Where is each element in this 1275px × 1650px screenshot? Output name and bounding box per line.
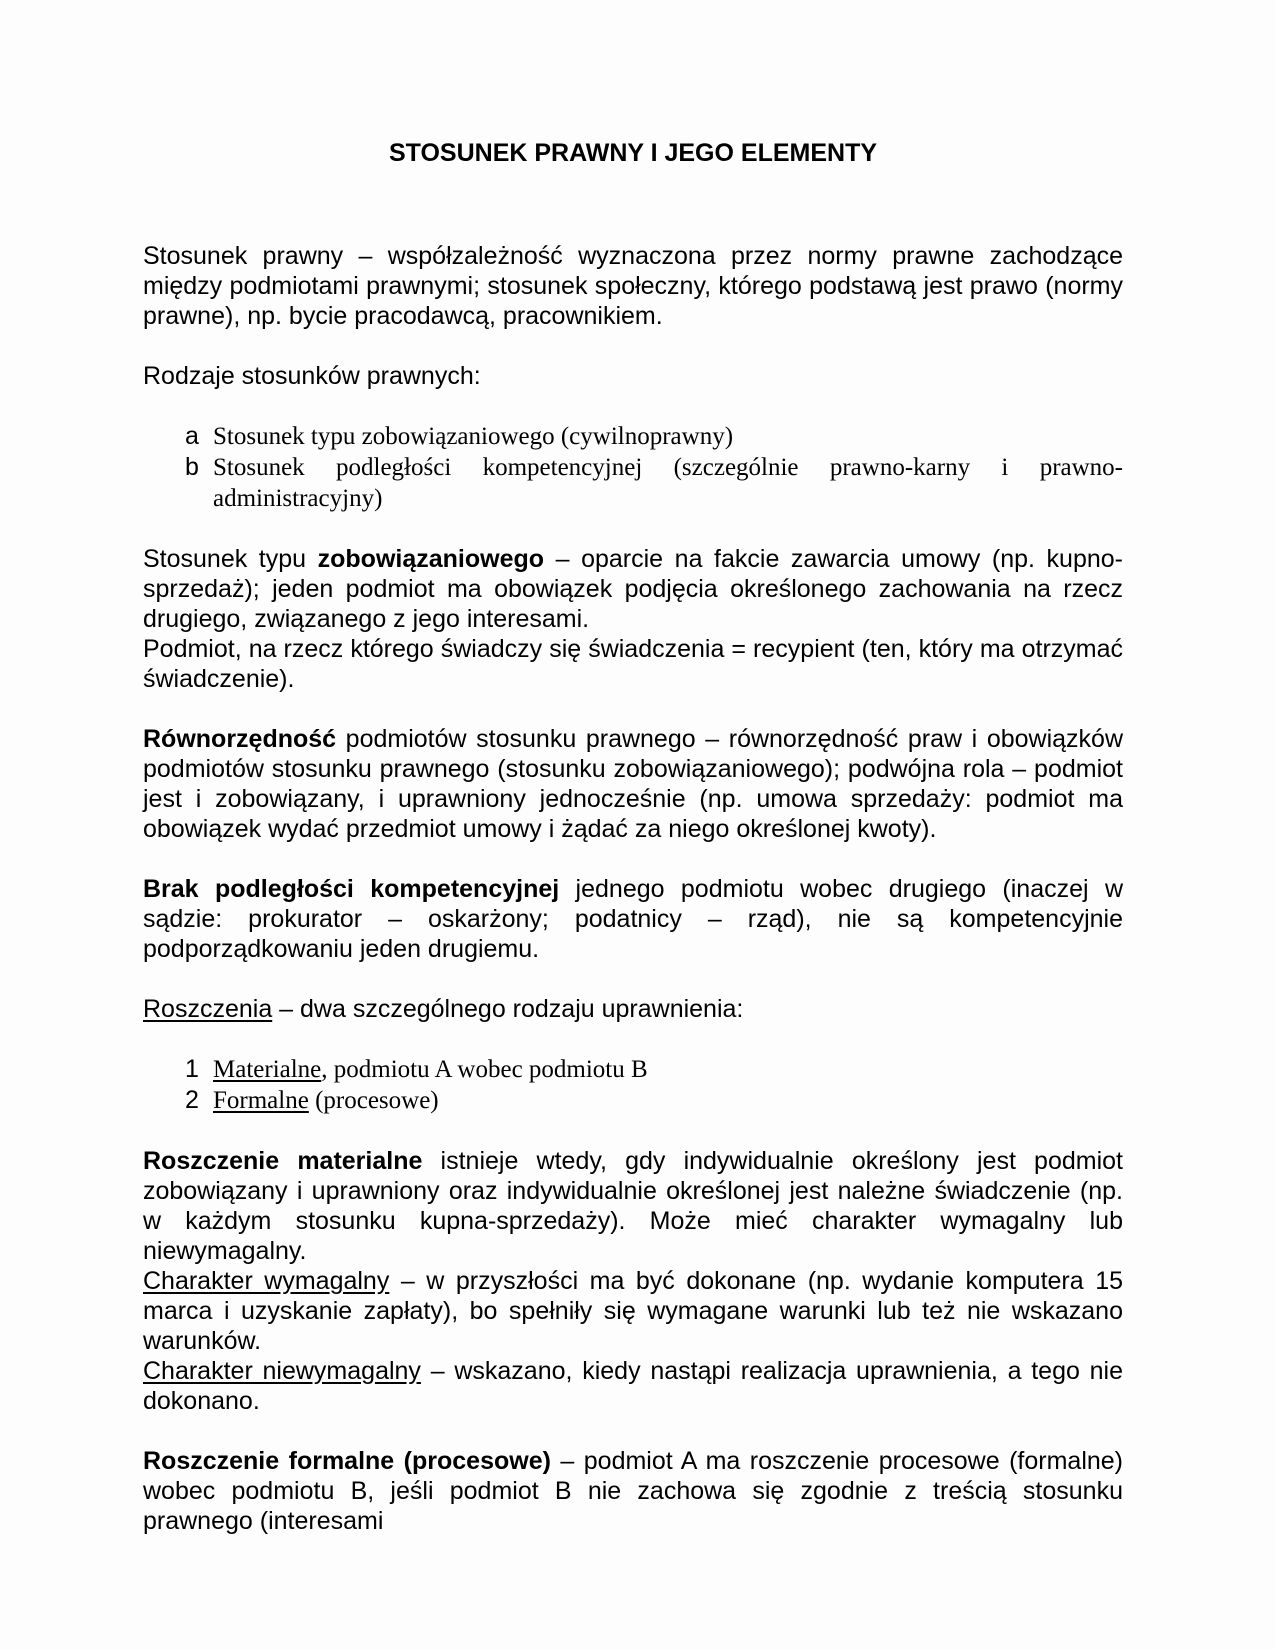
paragraph-roszczenie-materialne (143, 1146, 1123, 1266)
bold-run: zobowiązaniowego (317, 545, 545, 573)
text-run: – wskazano, kiedy nastąpi realizacja uprawnienia, a tego nie dokonano. (143, 1357, 1124, 1415)
list-rodzaje-stosunkow (143, 421, 1123, 514)
text-run: – oparcie na fakcie zawarcia umowy (np. kupno-sprzedaż); jeden podmiot ma obowiązek podjęcia określonego zachowania na rzecz drugiego, związanego z jego interesami. (143, 545, 1123, 633)
text-run: jednego podmiotu wobec drugiego (inaczej w sądzie: prokurator – oskarżony; podatnicy – rząd), nie są kompetencyjnie podporządkowaniu jeden drugiemu. (143, 875, 1123, 963)
text-run: Stosunek prawny – współzależność wyznaczona przez normy prawne zachodzące między podmiotami prawnymi; stosunek społeczny, którego podstawą jest prawo (normy prawne), np. bycie pracodawcą, pracownikiem. (143, 242, 1123, 330)
bold-run: Roszczenie formalne (procesowe) (143, 1447, 551, 1475)
paragraph-roszczenie-formalne (143, 1446, 1123, 1536)
paragraph-brak-podleglosci (143, 874, 1123, 964)
list-marker: 1 (185, 1055, 199, 1083)
underline-run: Roszczenia (143, 995, 273, 1023)
bold-run: Równorzędność (143, 725, 337, 753)
list-marker: a (185, 422, 199, 450)
paragraph-stosunek-zobowiazaniowy (143, 544, 1123, 634)
text-run: Stosunek typu (143, 545, 318, 573)
text-run: Stosunek podległości kompetencyjnej (szczególnie prawno-karny i prawno-administracyjny) (213, 454, 1123, 512)
paragraph-roszczenia-heading (143, 994, 1123, 1024)
page-title: STOSUNEK PRAWNY I JEGO ELEMENTY (388, 139, 878, 167)
list-item-2 (143, 1085, 1123, 1116)
paragraph-charakter-wymagalny (143, 1266, 1123, 1356)
text-run: istnieje wtedy, gdy indywidualnie określony jest podmiot zobowiązany i uprawniony oraz indywidualnie określonej jest należne świadczenie (np. w każdym stosunku kupna-sprzedaży). Może mieć charakter wymagalny lub niewymagalny. (143, 1147, 1123, 1265)
text-run: Podmiot, na rzecz którego świadczy się świadczenia = recypient (ten, który ma otrzymać świadczenie). (143, 635, 1123, 693)
list-item-b (143, 452, 1123, 514)
list-item-a (143, 421, 1123, 452)
underline-run: Materialne (213, 1056, 322, 1083)
paragraph-charakter-niewymagalny (143, 1356, 1123, 1416)
text-run: Rodzaje stosunków prawnych: (143, 362, 481, 390)
underline-run: Charakter wymagalny (143, 1267, 390, 1295)
text-run: (procesowe) (308, 1087, 439, 1114)
underline-run: Formalne (213, 1087, 309, 1114)
text-run: – w przyszłości ma być dokonane (np. wydanie komputera 15 marca i uzyskanie zapłaty), bo spełniły się wymagane warunki lub też nie wskazano warunków. (143, 1267, 1123, 1355)
paragraph-rownorzednosc (143, 724, 1123, 844)
text-run: – podmiot A ma roszczenie procesowe (formalne) wobec podmiotu B, jeśli podmiot B nie zachowa się zgodnie z treścią stosunku prawnego (interesami (143, 1447, 1124, 1535)
paragraph-rodzaje-heading (143, 361, 1123, 391)
underline-run: Charakter niewymagalny (143, 1357, 421, 1385)
list-marker: b (185, 453, 199, 481)
text-run: podmiotów stosunku prawnego – równorzędność praw i obowiązków podmiotów stosunku prawnego (stosunku zobowiązaniowego); podwójna rola – podmiot jest i zobowiązany, i uprawniony jednocześnie (np. umowa sprzedaży: podmiot ma obowiązek wydać przedmiot umowy i żądać za niego określonej kwoty). (143, 725, 1123, 843)
bold-run: Roszczenie materialne (143, 1147, 423, 1175)
paragraph-podmiot-recypient (143, 634, 1123, 694)
list-marker: 2 (185, 1086, 199, 1114)
paragraph-stosunek-prawny-definition (143, 241, 1123, 331)
text-run: , podmiotu A wobec podmiotu B (321, 1056, 648, 1083)
bold-run: Brak podległości kompetencyjnej (143, 875, 560, 903)
list-item-1 (143, 1054, 1123, 1085)
text-run: – dwa szczególnego rodzaju uprawnienia: (272, 995, 744, 1023)
list-roszczenia (143, 1054, 1123, 1116)
text-run: Stosunek typu zobowiązaniowego (cywilnoprawny) (213, 423, 734, 450)
